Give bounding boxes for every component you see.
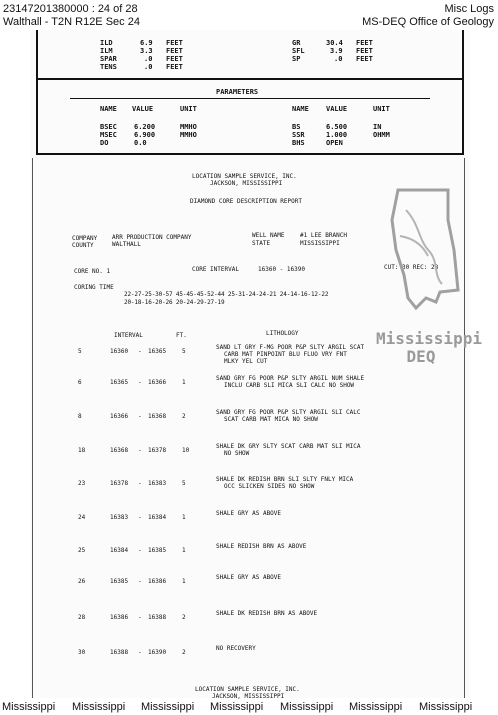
row-interval-to: 16383 bbox=[148, 480, 167, 487]
well-name-value: #1 LEE BRANCH bbox=[300, 232, 347, 239]
row-interval-dash: - bbox=[138, 578, 142, 585]
row-interval-to: 16388 bbox=[148, 614, 167, 621]
scanned-page: ILD 6.9 FEET ILM 3.3 FEET SPAR .0 FEET TENS .0 FEET GR 30.4 FEET SFL 3.9 FEET SP .0 FEET PARAMETERS NAME VALUE UNIT NAME VALUE UNIT BSEC 6.200 MMHO MSEC 6.900 MMHO DO 0.0 BS 6.500 IN SSR 1.000 OHMM BHS OPEN LOCATION SAMPLE SERVICE, INC. JACKSON, MISSISSIPPI DIAMOND CORE DESCRIPTION REPORT COMPANY ARR PRODUCTION COMPANY COUNTY WALTHALL WELL NAME #1 LEE BRANCH STATE MISSISSIPPI CORE NO. 1 CORE INTERVAL 16360 - 16390 CUT: 30 REC: 28 CORING TIME 22-27-25-30-57 45-45-45-52-44 25-31-24-24-21 24-14-16-12-22 20-18-16-20-26 20-24-29-27-19 INTERVAL FT. LITHOLOGY 5 16360 - 16365 5 SAND LT GRY F-MG POOR P&P SLTY ARGIL SCAT CARB MAT PINPOINT BLU FLUO VRY FNT MLKY YEL CUT 6 16365 - 16366 1 SAND GRY FG POOR P&P SLTY ARGIL NUM SHALE INCLU CARB SLI MICA SLI CALC NO SHOW 8 16366 - 16368 2 SAND GRY FG POOR P&P SLTY ARGIL SLI CALC SCAT CARB MAT MICA NO SHOW 18 16368 - 16378 10 SHALE DK GRY SLTY SCAT CARB MAT SLI MICA NO SHOW 23 16378 - 16383 5 SHALE DK REDISH BRN SLI SLTY FNLY MICA OCC SLICKEN SIDES NO SHOW 24 16383 - 16384 1 SHALE GRY AS ABOVE 25 16384 - 16385 1 SHALE REDISH BRN AS ABOVE 26 16385 - 16386 1 SHALE GRY AS ABOVE 28 16386 - 16388 2 SHALE DK REDISH BRN AS ABOVE 30 16388 - 16390 2 NO RECOVERY LOCATION SAMPLE SERVICE, INC. JACKSON, MISSISSIPPI Mississippi DEQ bbox=[30, 30, 470, 698]
parameters-rule bbox=[70, 98, 430, 99]
row-feet: 2 bbox=[182, 649, 186, 656]
row-feet: 10 bbox=[182, 447, 190, 454]
row-sample-number: 23 bbox=[78, 480, 86, 487]
row-feet: 1 bbox=[182, 547, 186, 554]
row-interval-from: 16360 bbox=[110, 348, 129, 355]
row-sample-number: 5 bbox=[78, 348, 82, 355]
row-interval-dash: - bbox=[138, 480, 142, 487]
row-lithology-line: NO SHOW bbox=[224, 450, 250, 457]
row-feet: 5 bbox=[182, 348, 186, 355]
row-lithology-line: SCAT CARB MAT MICA NO SHOW bbox=[224, 416, 318, 423]
row-feet: 5 bbox=[182, 480, 186, 487]
row-feet: 2 bbox=[182, 614, 186, 621]
agency-name: MS-DEQ Office of Geology bbox=[362, 16, 494, 28]
footer-label: Mississippi bbox=[141, 701, 195, 713]
document-id: 23147201380000 : 24 of 28 bbox=[3, 3, 138, 15]
cut-recovery: CUT: 30 REC: 28 bbox=[384, 264, 439, 271]
row-sample-number: 26 bbox=[78, 578, 86, 585]
row-interval-from: 16378 bbox=[110, 480, 129, 487]
row-interval-from: 16383 bbox=[110, 514, 129, 521]
lab-city: JACKSON, MISSISSIPPI bbox=[210, 180, 283, 187]
row-feet: 1 bbox=[182, 578, 186, 585]
footer-label: Mississippi bbox=[280, 701, 334, 713]
core-interval-label: CORE INTERVAL bbox=[192, 266, 239, 273]
row-interval-to: 16385 bbox=[148, 547, 167, 554]
row-lithology-line: SHALE DK REDISH BRN SLI SLTY FNLY MICA bbox=[216, 476, 354, 483]
row-interval-to: 16368 bbox=[148, 413, 167, 420]
row-interval-dash: - bbox=[138, 514, 142, 521]
county-label: COUNTY bbox=[72, 242, 94, 249]
row-interval-from: 16366 bbox=[110, 413, 129, 420]
state-value: MISSISSIPPI bbox=[300, 240, 340, 247]
lab-name: LOCATION SAMPLE SERVICE, INC. bbox=[192, 173, 297, 180]
row-interval-to: 16390 bbox=[148, 649, 167, 656]
footer-label: Mississippi bbox=[349, 701, 403, 713]
log-frame-bottom bbox=[36, 153, 464, 155]
row-interval-dash: - bbox=[138, 614, 142, 621]
next-page-lab-city: JACKSON, MISSISSIPPI bbox=[212, 693, 285, 700]
row-interval-dash: - bbox=[138, 447, 142, 454]
log-frame-divider bbox=[36, 78, 464, 80]
footer-label: Mississippi bbox=[72, 701, 126, 713]
footer-label: Mississippi bbox=[2, 701, 56, 713]
county-value: WALTHALL bbox=[112, 241, 141, 248]
coring-time-label: CORING TIME bbox=[74, 284, 114, 291]
row-lithology-line: OCC SLICKEN SIDES NO SHOW bbox=[224, 483, 315, 490]
coring-time-line-2: 20-18-16-20-26 20-24-29-27-19 bbox=[124, 299, 225, 306]
row-interval-dash: - bbox=[138, 379, 142, 386]
row-interval-to: 16384 bbox=[148, 514, 167, 521]
row-sample-number: 24 bbox=[78, 514, 86, 521]
row-feet: 1 bbox=[182, 379, 186, 386]
row-lithology-line: SHALE DK REDISH BRN AS ABOVE bbox=[216, 610, 318, 617]
company-label: COMPANY bbox=[72, 235, 98, 242]
mississippi-state-outline-icon bbox=[378, 180, 468, 330]
row-interval-dash: - bbox=[138, 649, 142, 656]
sheet-edge-left bbox=[32, 158, 33, 698]
coring-time-line-1: 22-27-25-30-57 45-45-45-52-44 25-31-24-24-21 24-14-16-12-22 bbox=[124, 291, 329, 298]
row-interval-from: 16386 bbox=[110, 614, 129, 621]
row-lithology-line: CARB MAT PINPOINT BLU FLUO VRY FNT bbox=[224, 351, 347, 358]
row-sample-number: 25 bbox=[78, 547, 86, 554]
row-interval-from: 16385 bbox=[110, 578, 129, 585]
row-lithology-line: INCLU CARB SLI MICA SLI CALC NO SHOW bbox=[224, 382, 355, 389]
well-location: Walthall - T2N R12E Sec 24 bbox=[3, 16, 140, 28]
row-interval-from: 16365 bbox=[110, 379, 129, 386]
log-frame-left bbox=[36, 30, 38, 155]
row-lithology-line: SHALE GRY AS ABOVE bbox=[216, 510, 282, 517]
row-sample-number: 28 bbox=[78, 614, 86, 621]
row-feet: 2 bbox=[182, 413, 186, 420]
report-title: DIAMOND CORE DESCRIPTION REPORT bbox=[190, 198, 302, 205]
core-interval-value: 16360 - 16390 bbox=[258, 266, 305, 273]
document-category: Misc Logs bbox=[444, 3, 494, 15]
row-interval-dash: - bbox=[138, 348, 142, 355]
log-frame-right bbox=[462, 30, 464, 155]
row-interval-from: 16388 bbox=[110, 649, 129, 656]
row-interval-dash: - bbox=[138, 413, 142, 420]
row-lithology-line: SAND GRY FG POOR P&P SLTY ARGIL NUM SHALE bbox=[216, 375, 365, 382]
ft-column-header: FT. bbox=[176, 332, 187, 339]
well-name-label: WELL NAME bbox=[252, 232, 285, 239]
core-number: CORE NO. 1 bbox=[74, 268, 111, 275]
row-lithology-line: SHALE GRY AS ABOVE bbox=[216, 574, 282, 581]
row-interval-to: 16386 bbox=[148, 578, 167, 585]
row-lithology-line: MLKY YEL CUT bbox=[224, 358, 268, 365]
row-interval-to: 16366 bbox=[148, 379, 167, 386]
row-sample-number: 6 bbox=[78, 379, 82, 386]
row-interval-to: 16365 bbox=[148, 348, 167, 355]
state-label: STATE bbox=[252, 240, 271, 247]
footer-label: Mississippi bbox=[419, 701, 473, 713]
row-lithology-line: SHALE DK GRY SLTY SCAT CARB MAT SLI MICA bbox=[216, 443, 361, 450]
interval-column-header: INTERVAL bbox=[114, 332, 143, 339]
row-lithology-line: SAND LT GRY F-MG POOR P&P SLTY ARGIL SCAT bbox=[216, 344, 365, 351]
next-page-lab-name: LOCATION SAMPLE SERVICE, INC. bbox=[195, 686, 300, 693]
parameters-title: PARAMETERS bbox=[216, 88, 259, 96]
row-feet: 1 bbox=[182, 514, 186, 521]
row-sample-number: 8 bbox=[78, 413, 82, 420]
row-sample-number: 30 bbox=[78, 649, 86, 656]
row-lithology-line: NO RECOVERY bbox=[216, 645, 256, 652]
row-interval-to: 16378 bbox=[148, 447, 167, 454]
lithology-column-header: LITHOLOGY bbox=[266, 330, 299, 337]
row-lithology-line: SHALE REDISH BRN AS ABOVE bbox=[216, 543, 307, 550]
row-lithology-line: SAND GRY FG POOR P&P SLTY ARGIL SLI CALC bbox=[216, 409, 361, 416]
footer-label: Mississippi bbox=[210, 701, 264, 713]
company-value: ARR PRODUCTION COMPANY bbox=[112, 234, 192, 241]
footer-strip bbox=[0, 700, 498, 715]
row-interval-dash: - bbox=[138, 547, 142, 554]
row-sample-number: 18 bbox=[78, 447, 86, 454]
row-interval-from: 16384 bbox=[110, 547, 129, 554]
row-interval-from: 16368 bbox=[110, 447, 129, 454]
